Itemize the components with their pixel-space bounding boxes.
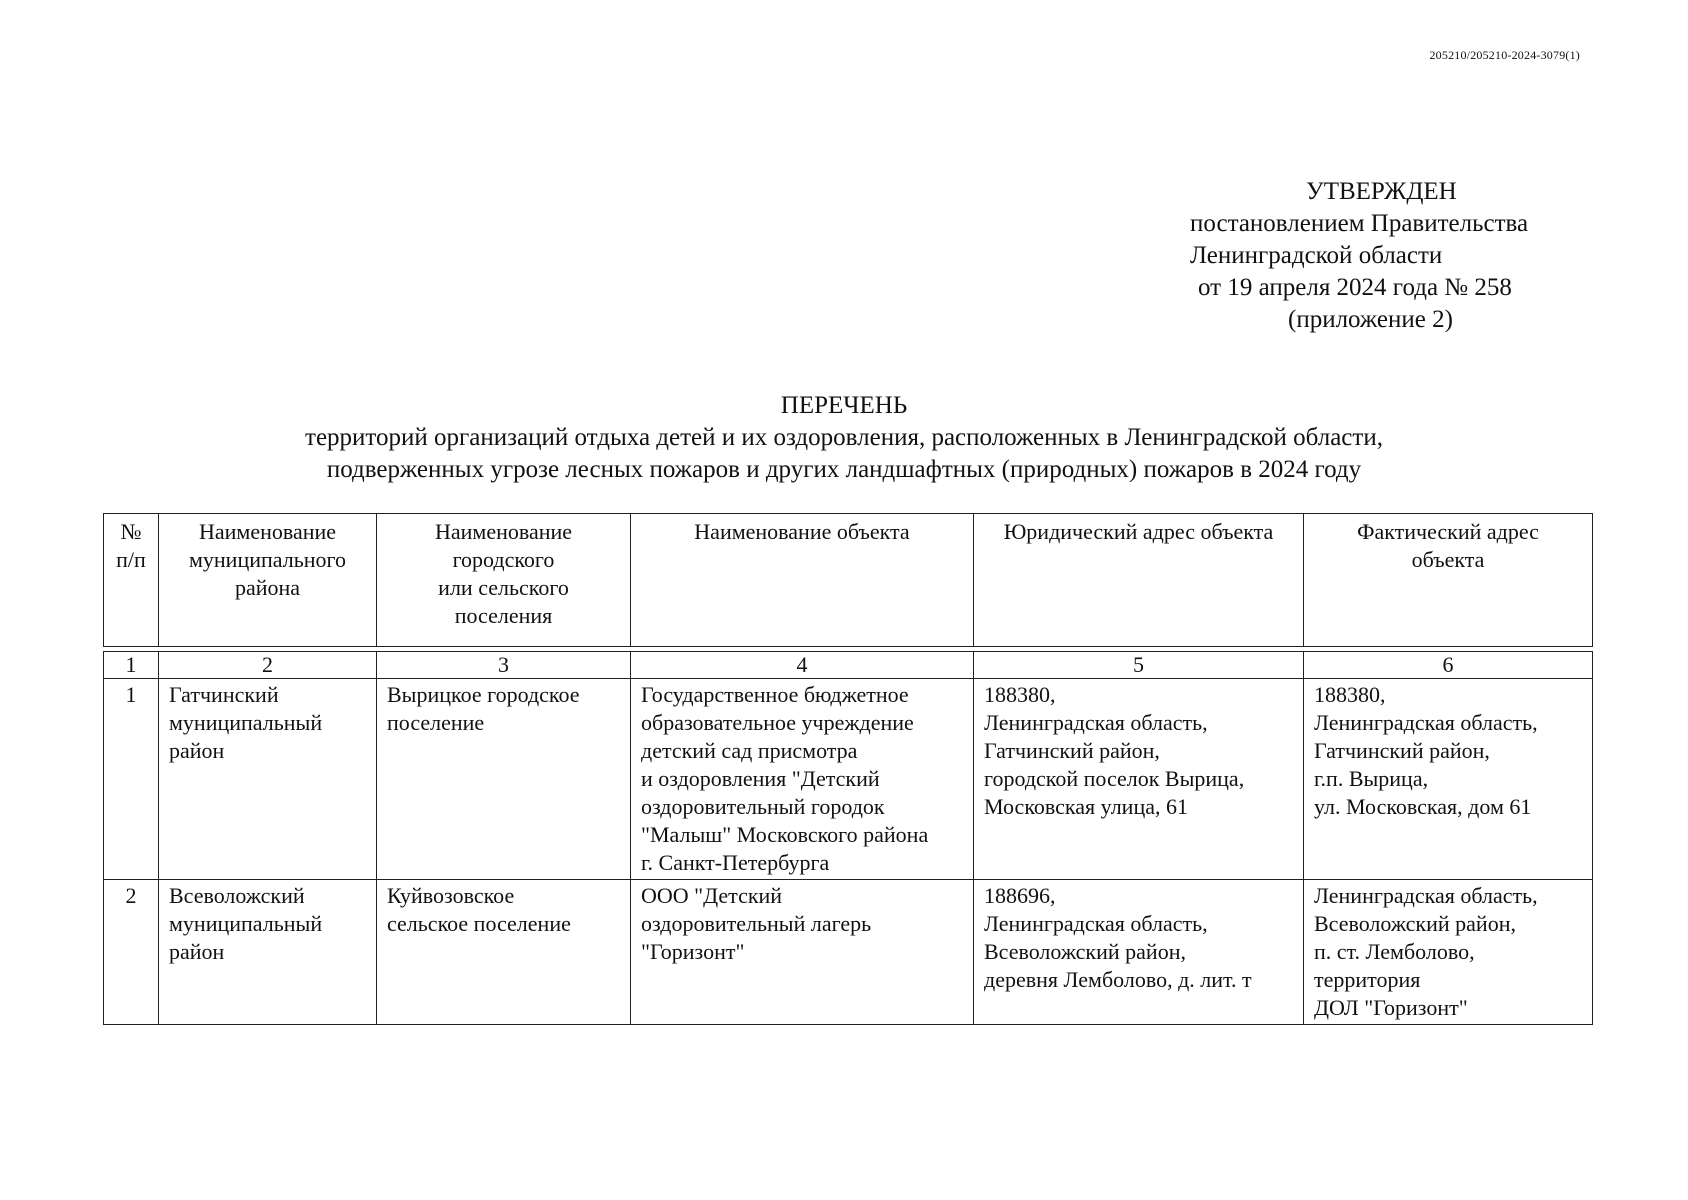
header-number bbox=[104, 514, 159, 647]
legal-address-cell bbox=[974, 880, 1304, 1025]
territories-table-wrapper bbox=[103, 513, 1592, 1025]
header-text-line: Наименование объекта bbox=[694, 519, 910, 544]
cell-text-line: г. Санкт-Петербурга bbox=[641, 850, 830, 875]
cell-text-line: городской поселок Вырица, bbox=[984, 766, 1245, 791]
cell-text-line: детский сад присмотра bbox=[641, 738, 858, 763]
column-number-cell: 5 bbox=[974, 652, 1304, 679]
legal-address-cell bbox=[974, 679, 1304, 880]
cell-text-line: ООО "Детский bbox=[641, 883, 783, 908]
table-row bbox=[104, 679, 1593, 880]
approval-line-1: постановлением Правительства bbox=[1190, 210, 1529, 237]
cell-text-line: Гатчинский bbox=[169, 682, 279, 707]
header-text-line: объекта bbox=[1411, 547, 1485, 572]
heading-subtitle-line-1: территорий организаций отдыха детей и их оздоровления, расположенных в Ленинградской области, bbox=[305, 424, 1383, 451]
approval-line-3: от 19 апреля 2024 года № 258 bbox=[1198, 274, 1512, 301]
cell-text-line: Гатчинский район, bbox=[984, 738, 1160, 763]
cell-text-line: Куйвозовское bbox=[387, 883, 515, 908]
territories-table bbox=[103, 513, 1593, 1025]
header-text-line: № bbox=[120, 519, 142, 544]
cell-text-line: Государственное бюджетное bbox=[641, 682, 909, 707]
row-number-cell: 2 bbox=[104, 880, 159, 1025]
cell-text-line: образовательное учреждение bbox=[641, 710, 914, 735]
district-cell bbox=[159, 880, 377, 1025]
cell-text-line: Ленинградская область, bbox=[984, 911, 1208, 936]
approval-line-4: (приложение 2) bbox=[1288, 306, 1453, 333]
cell-text-line: сельское поселение bbox=[387, 911, 571, 936]
header-object bbox=[631, 514, 974, 647]
column-number-cell: 4 bbox=[631, 652, 974, 679]
cell-text-line: Московская улица, 61 bbox=[984, 794, 1188, 819]
cell-text-line: Всеволожский bbox=[169, 883, 305, 908]
header-text-line: Наименование bbox=[198, 519, 337, 544]
district-cell bbox=[159, 679, 377, 880]
heading-title: ПЕРЕЧЕНЬ bbox=[780, 392, 908, 419]
header-text-line: района bbox=[234, 575, 301, 600]
cell-text-line: оздоровительный лагерь bbox=[641, 911, 872, 936]
object-name-cell bbox=[631, 679, 974, 880]
header-settlement bbox=[377, 514, 631, 647]
table-row bbox=[104, 880, 1593, 1025]
header-district bbox=[159, 514, 377, 647]
approval-stamp-block bbox=[1190, 176, 1590, 336]
cell-text-line: район bbox=[169, 738, 225, 763]
column-number-cell: 3 bbox=[377, 652, 631, 679]
cell-text-line: Ленинградская область, bbox=[984, 710, 1208, 735]
header-text-line: Юридический адрес объекта bbox=[1003, 519, 1274, 544]
heading-subtitle-line-2: подверженных угрозе лесных пожаров и других ландшафтных (природных) пожаров в 2024 году bbox=[326, 456, 1362, 483]
object-name-cell bbox=[631, 880, 974, 1025]
cell-text-line: 188696, bbox=[984, 883, 1056, 908]
document-heading bbox=[0, 390, 1688, 486]
cell-text-line: Всеволожский район, bbox=[1314, 911, 1516, 936]
header-legal-address bbox=[974, 514, 1304, 647]
cell-text-line: Гатчинский район, bbox=[1314, 738, 1490, 763]
cell-text-line: п. ст. Лемболово, bbox=[1314, 939, 1475, 964]
header-text-line: муниципального bbox=[188, 547, 346, 572]
column-number-cell: 6 bbox=[1304, 652, 1593, 679]
cell-text-line: и оздоровления "Детский bbox=[641, 766, 880, 791]
column-number-cell: 2 bbox=[159, 652, 377, 679]
row-number-cell: 1 bbox=[104, 679, 159, 880]
cell-text-line: район bbox=[169, 939, 225, 964]
actual-address-cell bbox=[1304, 880, 1593, 1025]
approval-line-2: Ленинградской области bbox=[1190, 242, 1443, 269]
header-text-line: Наименование bbox=[434, 519, 573, 544]
cell-text-line: 188380, bbox=[1314, 682, 1386, 707]
cell-text-line: поселение bbox=[387, 710, 485, 735]
cell-text-line: "Горизонт" bbox=[641, 939, 745, 964]
cell-text-line: Вырицкое городское bbox=[387, 682, 580, 707]
cell-text-line: территория bbox=[1314, 967, 1421, 992]
cell-text-line: оздоровительный городок bbox=[641, 794, 885, 819]
column-number-row bbox=[104, 652, 1593, 679]
approval-title: УТВЕРЖДЕН bbox=[1306, 178, 1457, 205]
header-actual-address bbox=[1304, 514, 1593, 647]
cell-text-line: "Малыш" Московского района bbox=[641, 822, 929, 847]
settlement-cell bbox=[377, 880, 631, 1025]
cell-text-line: ДОЛ "Горизонт" bbox=[1314, 995, 1468, 1020]
cell-text-line: Ленинградская область, bbox=[1314, 883, 1538, 908]
cell-text-line: муниципальный bbox=[169, 911, 323, 936]
document-id: 205210/205210-2024-3079(1) bbox=[1429, 48, 1580, 62]
cell-text-line: ул. Московская, дом 61 bbox=[1314, 794, 1532, 819]
header-text-line: п/п bbox=[116, 547, 146, 572]
header-text-line: Фактический адрес bbox=[1357, 519, 1539, 544]
header-text-line: городского bbox=[452, 547, 555, 572]
actual-address-cell bbox=[1304, 679, 1593, 880]
table-header-row bbox=[104, 514, 1593, 647]
settlement-cell bbox=[377, 679, 631, 880]
cell-text-line: Всеволожский район, bbox=[984, 939, 1186, 964]
cell-text-line: г.п. Вырица, bbox=[1314, 766, 1429, 791]
column-number-cell: 1 bbox=[104, 652, 159, 679]
header-text-line: или сельского bbox=[438, 575, 569, 600]
cell-text-line: муниципальный bbox=[169, 710, 323, 735]
cell-text-line: Ленинградская область, bbox=[1314, 710, 1538, 735]
cell-text-line: 188380, bbox=[984, 682, 1056, 707]
header-text-line: поселения bbox=[454, 603, 553, 628]
cell-text-line: деревня Лемболово, д. лит. т bbox=[984, 967, 1252, 992]
